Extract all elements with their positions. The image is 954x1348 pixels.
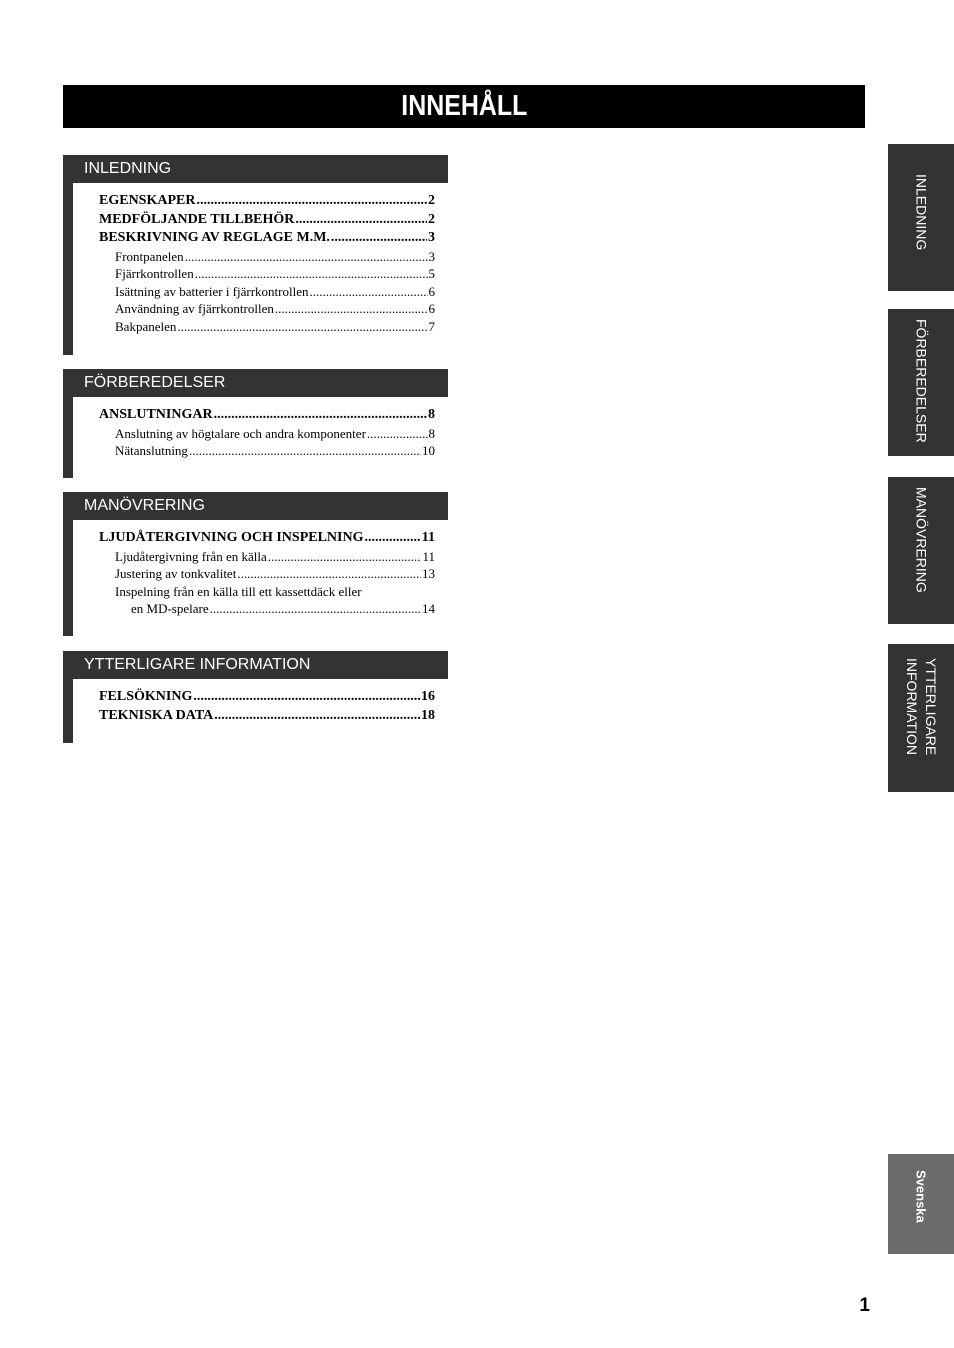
toc-section-ytterligare-information xyxy=(63,651,448,743)
side-tab-forberedelser[interactable] xyxy=(888,309,954,456)
toc-entry-anslutning-av-hogtalare[interactable]: Anslutning av högtalare och andra komponenter ..... 8 xyxy=(99,425,435,443)
section-body xyxy=(63,679,448,743)
toc-entry-felsokning[interactable]: FELSÖKNING ..... 16 xyxy=(99,688,435,707)
toc-entry-isattning-av-batterier[interactable]: Isättning av batterier i fjärrkontrollen ..... 6 xyxy=(99,283,435,301)
side-tab-label: INLEDNING xyxy=(913,174,930,251)
side-tab-ytterligare-information[interactable] xyxy=(888,644,954,792)
toc-entry-anvandning-av-fjarrkontrollen[interactable]: Användning av fjärrkontrollen ..... 6 xyxy=(99,300,435,318)
side-tab-inledning[interactable] xyxy=(888,144,954,291)
side-tab-manovrering[interactable] xyxy=(888,477,954,624)
section-heading: YTTERLIGARE INFORMATION xyxy=(63,651,448,679)
page-number: 1 xyxy=(859,1295,870,1316)
section-side-bar xyxy=(63,679,73,743)
toc-entry-medfoljande-tillbehor[interactable]: MEDFÖLJANDE TILLBEHÖR ..... 2 xyxy=(99,211,435,230)
section-heading: FÖRBEREDELSER xyxy=(63,369,448,397)
toc-entry-fjarrkontrollen[interactable]: Fjärrkontrollen ..... 5 xyxy=(99,265,435,283)
toc-section-forberedelser xyxy=(63,369,448,478)
section-side-bar xyxy=(63,183,73,355)
language-tab-label: Svenska xyxy=(913,1170,929,1223)
section-body xyxy=(63,183,448,355)
section-body xyxy=(63,520,448,636)
side-tab-label: YTTERLIGARE INFORMATION xyxy=(904,658,939,756)
toc-entry-bakpanelen[interactable]: Bakpanelen ..... 7 xyxy=(99,318,435,336)
section-body xyxy=(63,397,448,478)
toc-entry-tekniska-data[interactable]: TEKNISKA DATA ..... 18 xyxy=(99,707,435,726)
section-heading: INLEDNING xyxy=(63,155,448,183)
toc-entry-beskrivning-av-reglage[interactable]: BESKRIVNING AV REGLAGE M.M. ..... 3 xyxy=(99,229,435,248)
toc-entry-frontpanelen[interactable]: Frontpanelen ..... 3 xyxy=(99,248,435,266)
toc-entry-justering-av-tonkvalitet[interactable]: Justering av tonkvalitet ..... 13 xyxy=(99,565,435,583)
toc-entry-anslutningar[interactable]: ANSLUTNINGAR ..... 8 xyxy=(99,406,435,425)
toc-section-inledning xyxy=(63,155,448,355)
toc-entry-natanslutning[interactable]: Nätanslutning ..... 10 xyxy=(99,442,435,460)
page-title-bar xyxy=(63,85,865,128)
language-tab[interactable] xyxy=(888,1154,954,1254)
toc-section-manovrering xyxy=(63,492,448,636)
toc-entry-ljudatergivning-och-inspelning[interactable]: LJUDÅTERGIVNING OCH INSPELNING ..... 11 xyxy=(99,529,435,548)
section-side-bar xyxy=(63,397,73,478)
side-tab-label: FÖRBEREDELSER xyxy=(913,319,930,443)
toc-entry-inspelning-fran-en-kalla[interactable]: Inspelning från en källa till ett kassettdäck eller xyxy=(115,583,362,599)
toc-entry-ljudatergivning-fran-en-kalla[interactable]: Ljudåtergivning från en källa ..... 11 xyxy=(99,548,435,566)
section-side-bar xyxy=(63,520,73,636)
page-title: INNEHÅLL xyxy=(400,90,528,122)
toc-entry-egenskaper[interactable]: EGENSKAPER ..... 2 xyxy=(99,192,435,211)
toc-entry-en-md-spelare[interactable]: en MD-spelare ..... 14 xyxy=(99,600,435,618)
section-heading: MANÖVRERING xyxy=(63,492,448,520)
side-tab-label: MANÖVRERING xyxy=(913,487,930,593)
